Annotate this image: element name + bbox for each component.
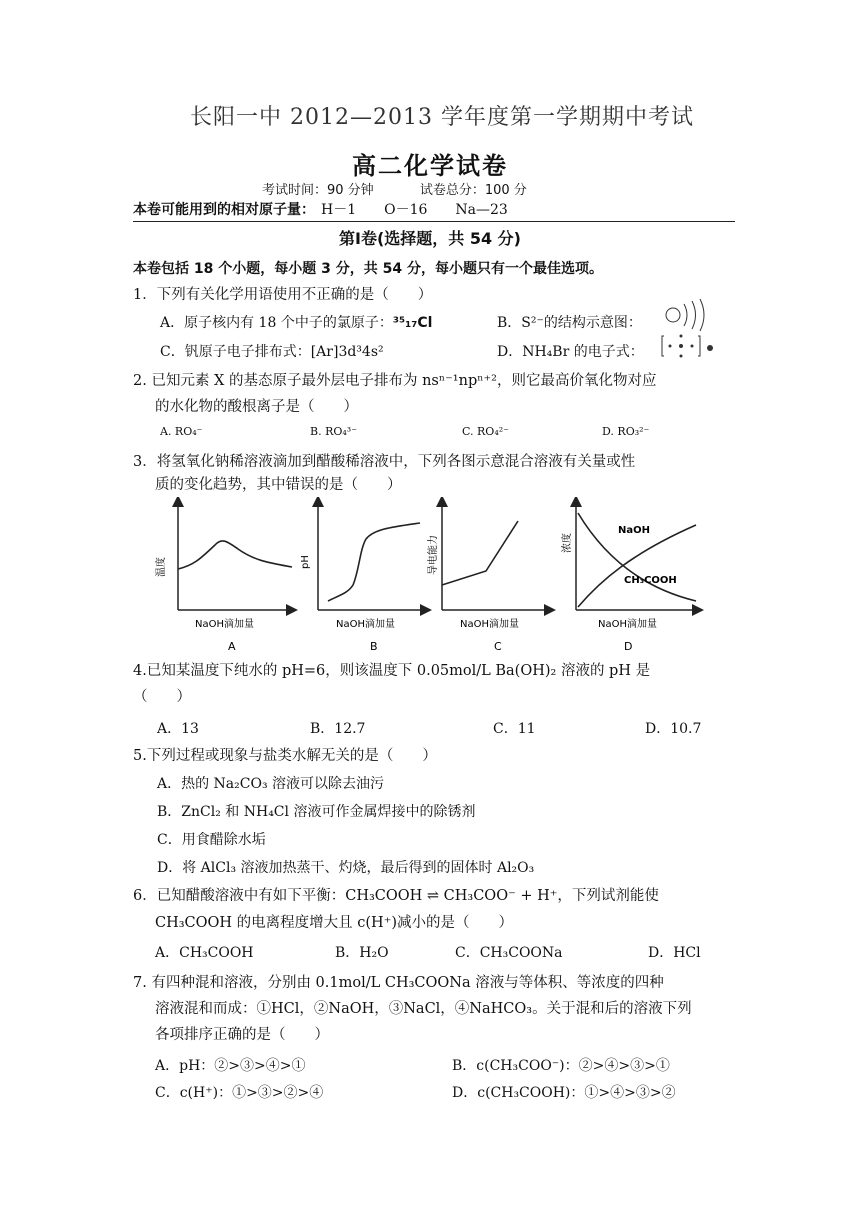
q5-option-d: D．将 AlCl₃ 溶液加热蒸干、灼烧，最后得到的固体时 Al₂O₃ <box>157 860 535 876</box>
chart-a-ylabel: 温度 <box>156 557 167 577</box>
q1-option-a <box>160 312 432 332</box>
q5-option-c: C．用食醋除水垢 <box>157 832 266 848</box>
q2-option-a: A. RO₄⁻ <box>160 425 203 438</box>
section-title: 第Ⅰ卷(选择题，共 54 分) <box>339 229 521 248</box>
q2-stem-line2: 的水化物的酸根离子是（ ） <box>155 399 358 415</box>
q3-stem-line2: 质的变化趋势，其中错误的是（ ） <box>155 477 402 493</box>
q6-stem-line1: 6．已知醋酸溶液中有如下平衡：CH₃COOH ⇌ CH₃COO⁻ + H⁺，下列试剂能使 <box>133 888 659 904</box>
q7-option-a: A．pH：②>③>④>① <box>155 1058 306 1074</box>
q4-option-c: C．11 <box>493 721 536 737</box>
chart-b-curve <box>328 523 420 601</box>
chart-c-curve <box>442 521 518 585</box>
q2-option-b: B. RO₄³⁻ <box>310 425 358 438</box>
atomic-mass-label: 本卷可能用到的相对原子量： <box>133 202 315 218</box>
chart-d-tag: D <box>624 640 633 652</box>
q1-option-c: C．钒原子电子排布式：[Ar]3d³4s² <box>160 344 384 360</box>
chart-b-tag: B <box>370 640 378 652</box>
paper-title: 高二化学试卷 <box>352 152 508 180</box>
q6-option-c: C．CH₃COONa <box>455 945 563 961</box>
chart-c-ylabel: 导电能力 <box>428 535 439 575</box>
exam-time: 考试时间：90 分钟 <box>262 183 374 198</box>
q5-option-a: A．热的 Na₂CO₃ 溶液可以除去油污 <box>157 776 385 792</box>
q3-charts <box>150 497 710 652</box>
chlorine-isotope-symbol: ³⁵₁₇Cl <box>392 315 433 331</box>
q6-option-a: A．CH₃COOH <box>155 945 254 961</box>
q6-option-b: B．H₂O <box>335 945 389 961</box>
section-instruction: 本卷包括 18 个小题，每小题 3 分，共 54 分，每小题只有一个最佳选项。 <box>133 261 603 277</box>
ammonium-bromide-electron-formula-icon <box>660 328 724 362</box>
q1-stem: 1．下列有关化学用语使用不正确的是（ ） <box>133 287 433 303</box>
q7-option-b: B．c(CH₃COO⁻)：②>④>③>① <box>452 1058 670 1074</box>
q1-option-b: B．S²⁻的结构示意图： <box>497 315 642 331</box>
chart-c <box>426 501 550 652</box>
atomic-mass-line <box>133 199 508 219</box>
q4-option-b: B．12.7 <box>310 721 366 737</box>
q2-option-d: D. RO₃²⁻ <box>602 425 650 438</box>
chart-b-xlabel: NaOH滴加量 <box>336 619 395 630</box>
q1-option-d: D．NH₄Br 的电子式： <box>497 344 644 360</box>
chart-a-xlabel: NaOH滴加量 <box>195 619 254 630</box>
chart-b <box>300 501 426 652</box>
q4-stem-line1: 4.已知某温度下纯水的 pH=6，则该温度下 0.05mol/L Ba(OH)₂ 溶液的 pH 是 <box>133 663 651 679</box>
chart-d <box>560 501 698 652</box>
q2-option-c: C. RO₄²⁻ <box>462 425 509 438</box>
exam-meta <box>262 179 569 198</box>
q7-stem-line1: 7. 有四种混和溶液，分别由 0.1mol/L CH₃COONa 溶液与等体积、等浓度的四种 <box>133 975 664 991</box>
q6-option-d: D．HCl <box>648 945 701 961</box>
q7-option-d: D．c(CH₃COOH)：①>④>③>② <box>452 1085 676 1101</box>
q2-stem-line1: 2. 已知元素 X 的基态原子最外层电子排布为 nsⁿ⁻¹npⁿ⁺²，则它最高价氧化物对应 <box>133 373 657 389</box>
chart-d-ch3cooh-label: CH₃COOH <box>624 575 677 586</box>
q5-stem: 5.下列过程或现象与盐类水解无关的是（ ） <box>133 748 437 764</box>
chart-a-curve <box>178 541 292 569</box>
chart-d-ylabel: 浓度 <box>562 533 573 553</box>
header-divider <box>133 221 735 222</box>
chart-c-xlabel: NaOH滴加量 <box>460 619 519 630</box>
atomic-mass-values: H－1 O－16 Na—23 <box>321 202 508 218</box>
q4-option-d: D．10.7 <box>645 721 702 737</box>
q1-option-a-text: A．原子核内有 18 个中子的氯原子： <box>160 315 393 331</box>
chart-c-tag: C <box>494 640 502 652</box>
chart-a <box>154 501 292 652</box>
q3-stem-line1: 3．将氢氧化钠稀溶液滴加到醋酸稀溶液中，下列各图示意混合溶液有关量或性 <box>133 454 636 470</box>
chart-a-tag: A <box>228 640 236 652</box>
q7-option-c: C．c(H⁺)：①>③>②>④ <box>155 1085 324 1101</box>
q7-stem-line2: 溶液混和而成：①HCl，②NaOH，③NaCl，④NaHCO₃。关于混和后的溶液下列 <box>155 1001 692 1017</box>
q7-stem-line3: 各项排序正确的是（ ） <box>155 1027 329 1043</box>
q6-stem-line2: CH₃COOH 的电离程度增大且 c(H⁺)减小的是（ ） <box>155 915 514 931</box>
chart-d-naoh-label: NaOH <box>618 525 650 536</box>
chart-d-xlabel: NaOH滴加量 <box>598 619 657 630</box>
school-exam-title: 长阳一中 2012—2013 学年度第一学期期中考试 <box>190 105 694 130</box>
chart-b-ylabel: pH <box>300 555 311 569</box>
total-score: 试卷总分：100 分 <box>419 183 527 198</box>
q4-option-a: A．13 <box>157 721 199 737</box>
q4-stem-line2: （ ） <box>133 689 191 705</box>
q5-option-b: B．ZnCl₂ 和 NH₄Cl 溶液可作金属焊接中的除锈剂 <box>157 804 476 820</box>
